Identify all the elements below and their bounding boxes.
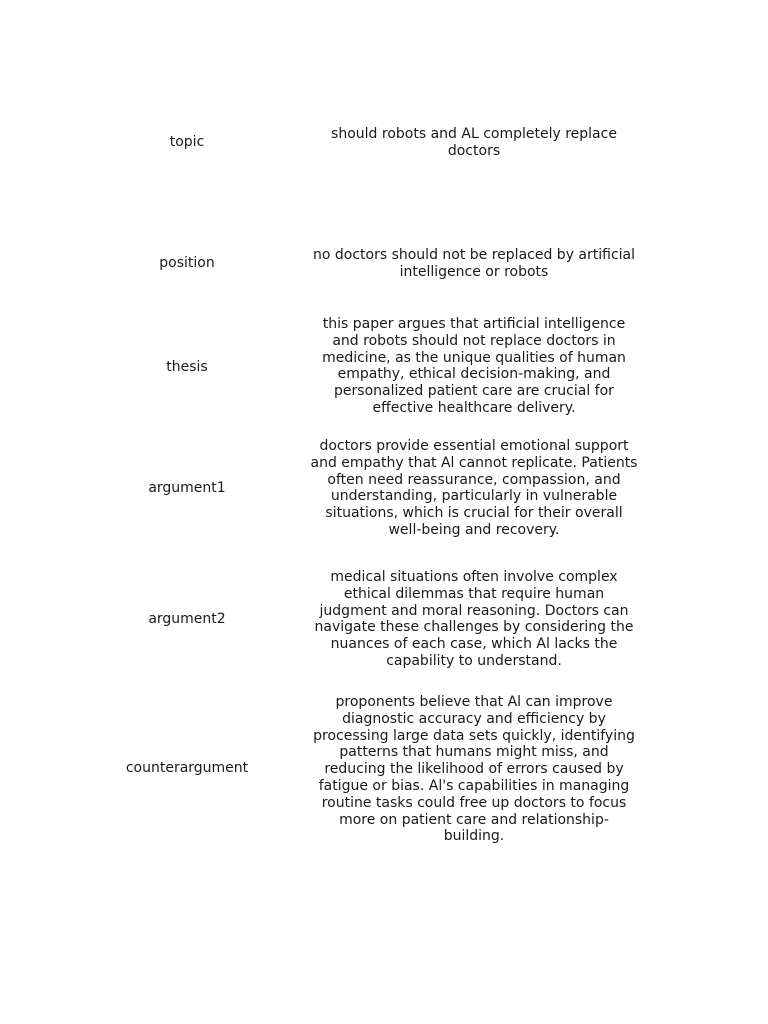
row-label-counterargument: counterargument xyxy=(125,760,249,776)
row-value-counterargument: proponents believe that Al can improve diagnostic accuracy and efficiency by processing large data sets quickly, identifying patterns that humans might miss, and reducing the likelihood of errors caused by fatigue or bias. Al's capabilities in managing routine tasks could free up doctors to focus more on patient care and relationship-building. xyxy=(313,694,635,845)
row-value-position: no doctors should not be replaced by artificial intelligence or robots xyxy=(312,247,636,280)
row-label-position: position xyxy=(159,255,215,271)
row-label-topic: topic xyxy=(169,134,205,150)
row-value-argument1: doctors provide essential emotional support and empathy that Al cannot replicate. Patients often need reassurance, compassion, and understanding, particularly in vulnerable situations, which is crucial for their overall well-being and recovery. xyxy=(310,438,638,538)
row-label-argument2: argument2 xyxy=(148,611,226,627)
row-value-thesis: this paper argues that artificial intelligence and robots should not replace doctors in medicine, as the unique qualities of human empathy, ethical decision-making, and personalized patient care are crucial for effective healthcare delivery. xyxy=(322,316,626,416)
row-value-topic: should robots and AL completely replace doctors xyxy=(331,126,617,159)
row-label-thesis: thesis xyxy=(166,359,208,375)
row-value-argument2: medical situations often involve complex ethical dilemmas that require human judgment and moral reasoning. Doctors can navigate these challenges by considering the nuances of each case, which Al lacks the capability to understand. xyxy=(314,569,634,669)
row-label-argument1: argument1 xyxy=(148,480,226,496)
